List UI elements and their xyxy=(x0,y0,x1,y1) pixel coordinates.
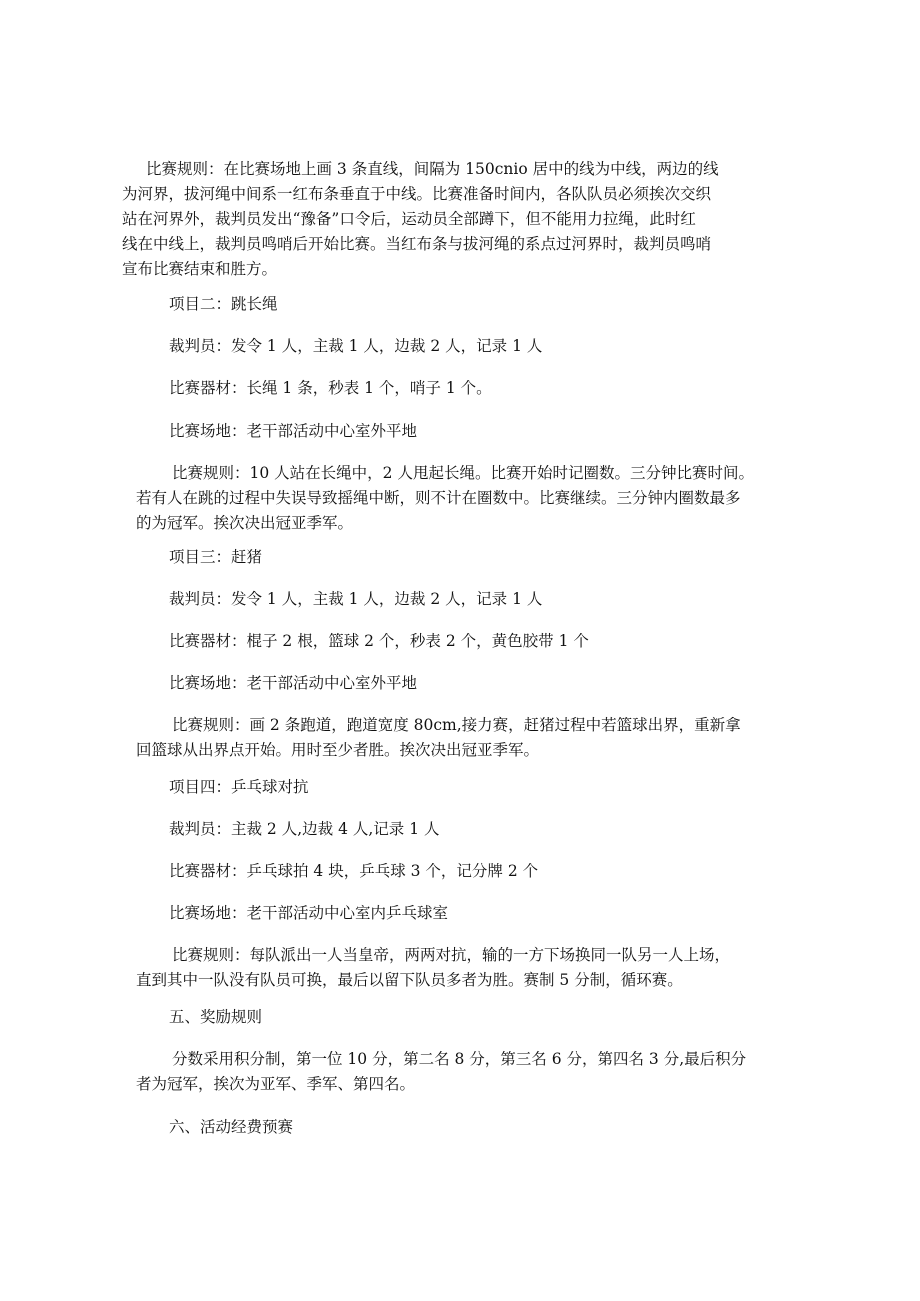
project-4-referees: 裁判员：主裁 2 人,边裁 4 人,记录 1 人 xyxy=(169,820,440,838)
heading-section-5: 五、奖励规则 xyxy=(169,1008,263,1026)
text-line: 分数采用积分制，第一位 10 分，第二名 8 分，第三名 6 分，第四名 3 分,最后积分 xyxy=(172,1050,747,1068)
paragraph-tug-of-war-rules xyxy=(122,157,719,282)
paragraph-project-2-rules xyxy=(136,461,754,536)
text-line: 比赛规则：在比赛场地上画 3 条直线，间隔为 150cnio 居中的线为中线，两边的线 xyxy=(146,160,719,178)
text-line: 若有人在跳的过程中失误导致摇绳中断，则不计在圈数中。比赛继续。三分钟内圈数最多 xyxy=(136,489,741,507)
paragraph-section-5 xyxy=(136,1047,747,1097)
text-line: 者为冠军，挨次为亚军、季军、第四名。 xyxy=(136,1075,416,1093)
project-2-referees: 裁判员：发令 1 人，主裁 1 人，边裁 2 人，记录 1 人 xyxy=(169,337,543,355)
heading-project-4: 项目四：乒乓球对抗 xyxy=(169,778,309,796)
heading-project-2: 项目二：跳长绳 xyxy=(169,295,278,313)
project-2-venue: 比赛场地：老干部活动中心室外平地 xyxy=(169,422,418,440)
project-3-referees: 裁判员：发令 1 人，主裁 1 人，边裁 2 人，记录 1 人 xyxy=(169,590,543,608)
text-line: 比赛规则：每队派出一人当皇帝，两两对抗，输的一方下场换同一队另一人上场， xyxy=(172,946,731,964)
project-2-equipment: 比赛器材：长绳 1 条，秒表 1 个，哨子 1 个。 xyxy=(169,379,492,397)
text-line: 线在中线上，裁判员鸣哨后开始比赛。当红布条与拔河绳的系点过河界时，裁判员鸣哨 xyxy=(122,235,712,253)
text-line: 回篮球从出界点开始。用时至少者胜。挨次决出冠亚季军。 xyxy=(136,741,540,759)
text-line: 的为冠军。挨次决出冠亚季军。 xyxy=(136,514,354,532)
project-3-venue: 比赛场地：老干部活动中心室外平地 xyxy=(169,674,418,692)
text-line: 宣布比赛结束和胜方。 xyxy=(122,260,278,278)
text-line: 站在河界外，裁判员发出“豫备”口令后，运动员全部蹲下，但不能用力拉绳，此时红 xyxy=(122,210,696,228)
paragraph-project-4-rules xyxy=(136,943,731,993)
text-line: 比赛规则：画 2 条跑道，跑道宽度 80cm,接力赛，赶猪过程中若篮球出界，重新拿 xyxy=(172,716,741,734)
text-line: 为河界，拔河绳中间系一红布条垂直于中线。比赛准备时间内，各队队员必须挨次交织 xyxy=(122,185,712,203)
heading-project-3: 项目三：赶猪 xyxy=(169,548,263,566)
text-line: 比赛规则：10 人站在长绳中，2 人甩起长绳。比赛开始时记圈数。三分钟比赛时间。 xyxy=(172,464,754,482)
project-4-equipment: 比赛器材：乒乓球拍 4 块，乒乓球 3 个，记分牌 2 个 xyxy=(169,862,539,880)
project-3-equipment: 比赛器材：棍子 2 根，篮球 2 个，秒表 2 个，黄色胶带 1 个 xyxy=(169,632,589,650)
heading-section-6: 六、活动经费预赛 xyxy=(169,1118,294,1136)
paragraph-project-3-rules xyxy=(136,713,741,763)
project-4-venue: 比赛场地：老干部活动中心室内乒乓球室 xyxy=(169,904,449,922)
text-line: 直到其中一队没有队员可换，最后以留下队员多者为胜。赛制 5 分制，循环赛。 xyxy=(136,971,683,989)
